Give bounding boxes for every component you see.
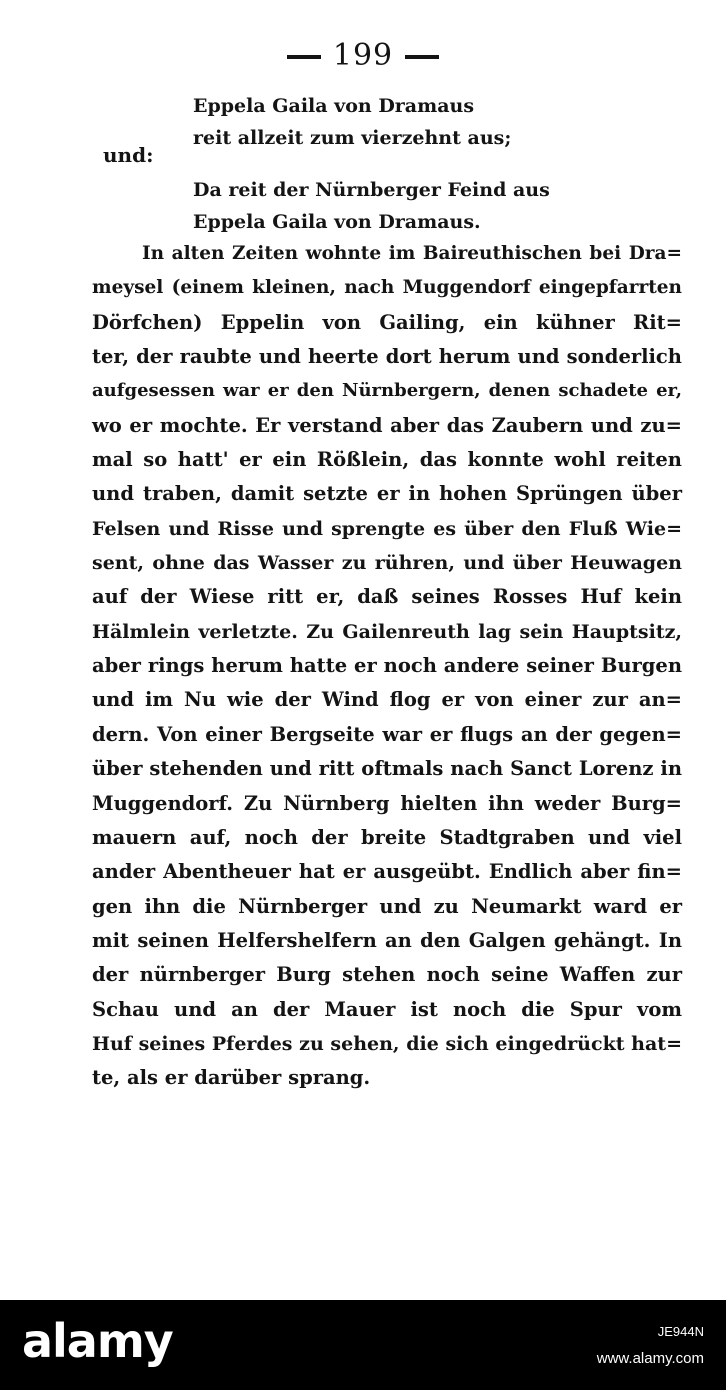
text-line: Felsen und Risse und sprengte es über den Fluß Wie= bbox=[92, 517, 682, 540]
verse-line: reit allzeit zum vierzehnt aus; bbox=[193, 127, 512, 149]
text-line: mit seinen Helfershelfern an den Galgen gehängt. In bbox=[92, 928, 682, 952]
text-line: meysel (einem kleinen, nach Muggendorf eingepfarrten bbox=[92, 277, 682, 299]
text-line: Schau und an der Mauer ist noch die Spur vom bbox=[92, 997, 682, 1021]
text-line: ander Abentheuer hat er ausgeübt. Endlich aber fin= bbox=[92, 860, 682, 884]
text-line: aufgesessen war er den Nürnbergern, denen schadete er, bbox=[92, 380, 682, 402]
text-line: Hälmlein verletzte. Zu Gailenreuth lag sein Hauptsitz, bbox=[92, 620, 682, 643]
text-line: mal so hatt' er ein Rößlein, das konnte wohl reiten bbox=[92, 448, 682, 472]
text-line: te, als er darüber sprang. bbox=[92, 1066, 371, 1090]
text-line: der nürnberger Burg stehen noch seine Waffen zur bbox=[92, 963, 682, 987]
text-line: mauern auf, noch der breite Stadtgraben und viel bbox=[92, 825, 682, 849]
text-line: sent, ohne das Wasser zu rühren, und über Heuwagen bbox=[92, 552, 682, 575]
text-line: auf der Wiese ritt er, daß seines Rosses Huf kein bbox=[92, 585, 682, 609]
text-line: wo er mochte. Er verstand aber das Zaubern und zu= bbox=[92, 413, 682, 437]
text-line: Dörfchen) Eppelin von Gailing, ein kühner Rit= bbox=[92, 310, 682, 334]
text-line: dern. Von einer Bergseite war er flugs an der gegen= bbox=[92, 722, 682, 746]
alamy-logo: alamy bbox=[22, 1314, 173, 1368]
watermark-footer bbox=[0, 1300, 726, 1390]
text-line: und im Nu wie der Wind flog er von einer zur an= bbox=[92, 688, 682, 712]
verse-block-2 bbox=[193, 174, 550, 238]
verse-line: Eppela Gaila von Dramaus bbox=[193, 95, 475, 117]
image-id: JE944N bbox=[657, 1324, 704, 1339]
und-label: und: bbox=[103, 143, 154, 167]
text-line: ter, der raubte und heerte dort herum und sonderlich bbox=[92, 345, 682, 369]
text-line: In alten Zeiten wohnte im Baireuthischen bei Dra= bbox=[142, 243, 682, 264]
verse-line: Eppela Gaila von Dramaus. bbox=[193, 211, 481, 233]
verse-block-1 bbox=[193, 90, 511, 154]
body-paragraph bbox=[92, 237, 682, 1096]
text-line: gen ihn die Nürnberger und zu Neumarkt ward er bbox=[92, 894, 682, 918]
text-line: Huf seines Pferdes zu sehen, die sich eingedrückt hat= bbox=[92, 1032, 682, 1055]
verse-line: Da reit der Nürnberger Feind aus bbox=[193, 179, 550, 201]
text-line: über stehenden und ritt oftmals nach Sanct Lorenz in bbox=[92, 757, 682, 781]
site-url: www.alamy.com bbox=[596, 1350, 704, 1367]
text-line: aber rings herum hatte er noch andere seiner Burgen bbox=[92, 654, 682, 678]
page-number bbox=[0, 38, 726, 73]
dash-left bbox=[287, 55, 321, 59]
page-number-text: 199 bbox=[332, 38, 394, 73]
dash-right bbox=[405, 55, 439, 59]
text-line: und traben, damit setzte er in hohen Sprüngen über bbox=[92, 482, 682, 506]
text-line: Muggendorf. Zu Nürnberg hielten ihn weder Burg= bbox=[92, 791, 682, 815]
